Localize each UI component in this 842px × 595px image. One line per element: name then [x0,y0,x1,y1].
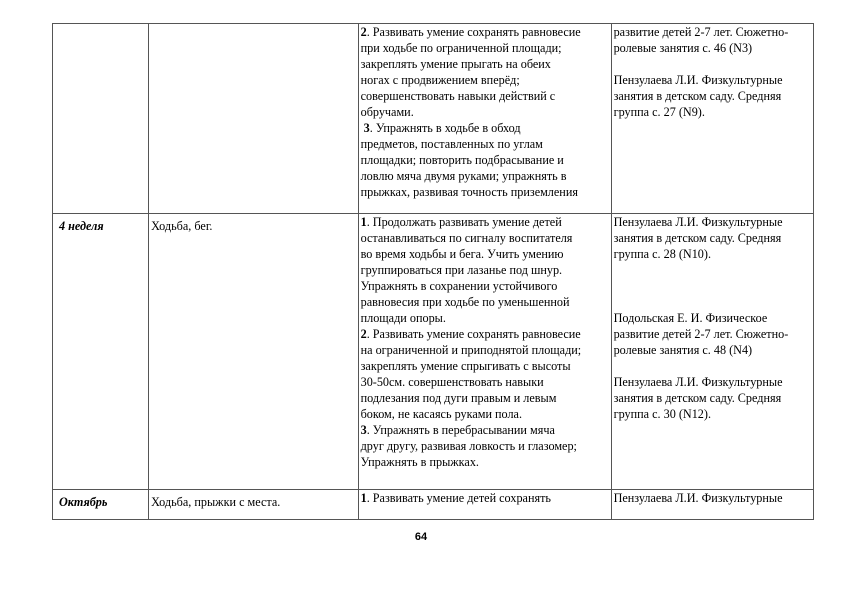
activity-label: Ходьба, бег. [151,219,213,233]
activity-cell [149,214,358,490]
task-line: при ходьбе по ограниченной площади; [360,41,562,55]
task-line: во время ходьбы и бега. Учить умению [360,247,564,261]
source-line: группа с. 30 (N12). [613,407,711,421]
task-line: останавливаться по сигналу воспитателя [360,231,573,245]
tasks-cell [358,24,611,214]
source-line: занятия в детском саду. Средняя [613,89,782,103]
source-line: Пензулаева Л.И. Физкультурные [613,215,783,229]
task-line: 30-50см. совершенствовать навыки [360,375,544,389]
table-row [53,214,814,490]
task-line: 2. Развивать умение сохранять равновесие [360,327,581,341]
task-line: боком, не касаясь руками пола. [360,407,523,421]
table-row [53,24,814,214]
task-line: 3. Упражнять в ходьбе в обход [363,121,521,135]
source-line: Пензулаева Л.И. Физкультурные [613,375,783,389]
task-line: 1. Продолжать развивать умение детей [360,215,562,229]
task-line: площадки; повторить подбрасывание и [360,153,564,167]
source-line: ролевые занятия с. 46 (N3) [613,41,753,55]
period-cell [53,214,149,490]
source-line: Подольская Е. И. Физическое [613,311,768,325]
task-line: 3. Упражнять в перебрасывании мяча [360,423,555,437]
task-line: закреплять умение спрыгивать с высоты [360,359,571,373]
tasks-cell [358,490,611,520]
page-number: 64 [414,531,428,543]
source-line: группа с. 27 (N9). [613,105,705,119]
source-line: развитие детей 2-7 лет. Сюжетно- [613,25,789,39]
source-line: занятия в детском саду. Средняя [613,391,782,405]
task-line: прыжках, развивая точность приземления [360,185,578,199]
tasks-cell [358,214,611,490]
task-line: обручами. [360,105,414,119]
week-label: 4 неделя [59,219,104,233]
task-line: 2. Развивать умение сохранять равновесие [360,25,581,39]
period-cell [53,24,149,214]
source-line: Пензулаева Л.И. Физкультурные [613,73,783,87]
task-line: ногах с продвижением вперёд; [360,73,520,87]
source-line: занятия в детском саду. Средняя [613,231,782,245]
source-line: развитие детей 2-7 лет. Сюжетно- [613,327,789,341]
task-line: предметов, поставленных по углам [360,137,543,151]
task-line: ловлю мяча двумя руками; упражнять в [360,169,567,183]
task-line: группироваться при лазанье под шнур. [360,263,563,277]
sources-cell [611,214,813,490]
period-cell [53,490,149,520]
sources-cell [611,490,813,520]
task-line: площади опоры. [360,311,446,325]
source-line: группа с. 28 (N10). [613,247,711,261]
task-line: Упражнять в сохранении устойчивого [360,279,558,293]
task-line: закреплять умение прыгать на обеих [360,57,551,71]
task-line: равновесия при ходьбе по уменьшенной [360,295,570,309]
task-line: совершенствовать навыки действий с [360,89,556,103]
program-table [52,23,814,520]
task-line: 1. Развивать умение детей сохранять [360,491,551,505]
sources-cell [611,24,813,214]
activity-cell [149,24,358,214]
activity-label: Ходьба, прыжки с места. [151,495,281,509]
month-label: Октябрь [59,495,108,509]
task-line: подлезания под дуги правым и левым [360,391,557,405]
task-line: на ограниченной и приподнятой площади; [360,343,582,357]
task-line: друг другу, развивая ловкость и глазомер; [360,439,577,453]
table-row [53,490,814,520]
activity-cell [149,490,358,520]
source-line: Пензулаева Л.И. Физкультурные [613,491,783,505]
source-line: ролевые занятия с. 48 (N4) [613,343,753,357]
task-line: Упражнять в прыжках. [360,455,479,469]
